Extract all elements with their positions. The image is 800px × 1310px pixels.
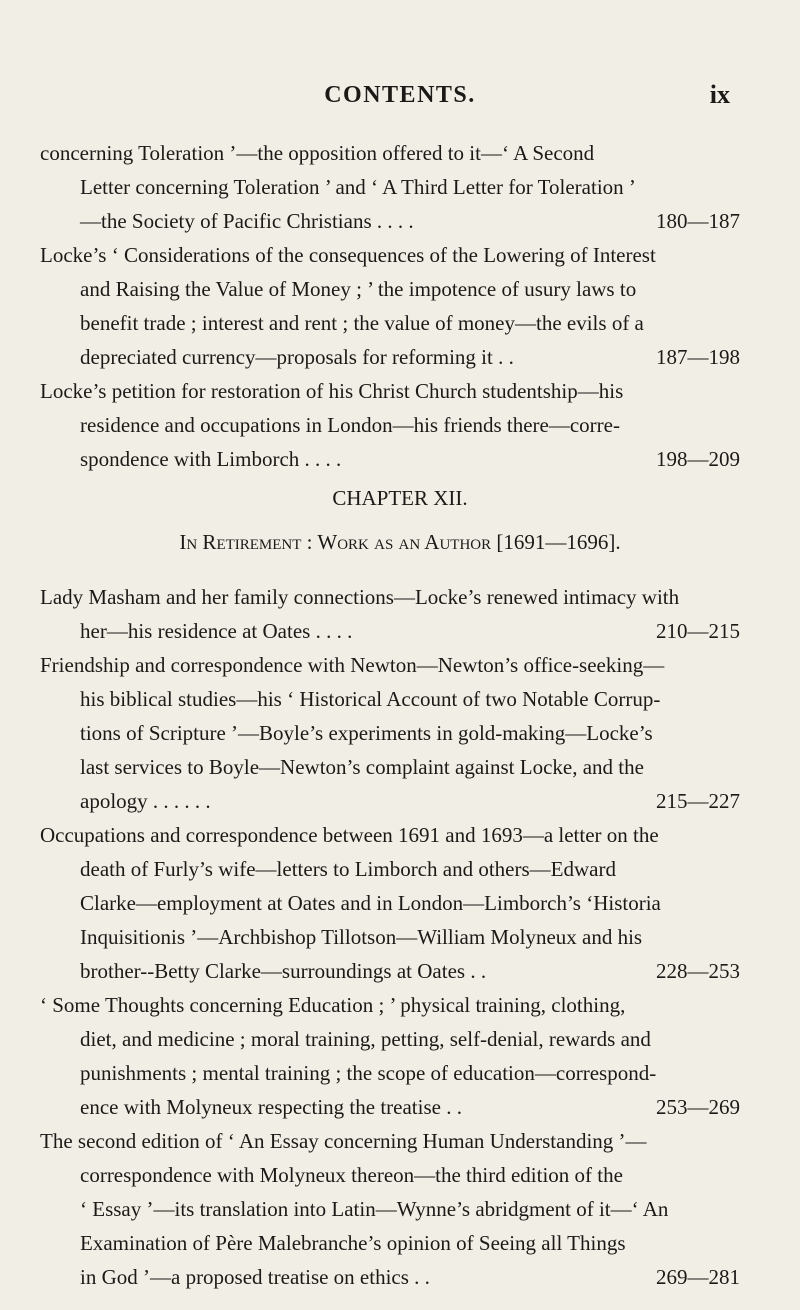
entry-line	[40, 170, 740, 204]
contents-entry	[40, 580, 740, 648]
entry-line	[40, 1022, 740, 1056]
entry-line	[40, 408, 740, 442]
entry-line	[40, 1192, 740, 1226]
entry-line	[40, 340, 740, 374]
entry-line	[40, 204, 740, 238]
entry-text: Occupations and correspondence between 1691 and 1693—a letter on the	[40, 823, 659, 847]
page-range: 253—269	[656, 1095, 740, 1119]
entry-text: brother--Betty Clarke—surroundings at Oates . .	[80, 959, 487, 983]
entry-line	[40, 1056, 740, 1090]
entry-line	[40, 716, 740, 750]
chapter-heading: CHAPTER XII.	[332, 486, 468, 510]
entry-text: benefit trade ; interest and rent ; the value of money—the evils of a	[80, 311, 644, 335]
entry-line	[40, 374, 740, 408]
entry-text: Lady Masham and her family connections—Locke’s renewed intimacy with	[40, 585, 680, 609]
entry-line	[40, 648, 740, 682]
contents-entry	[40, 238, 740, 374]
entry-text: Locke’s ‘ Considerations of the consequences of the Lowering of Interest	[40, 243, 656, 267]
entry-text: spondence with Limborch . . . .	[80, 447, 342, 471]
entry-text: —the Society of Pacific Christians . . . .	[80, 209, 414, 233]
entry-line	[40, 1090, 740, 1124]
contents-entry	[40, 818, 740, 988]
entry-text: concerning Toleration ’—the opposition offered to it—‘ A Second	[40, 141, 595, 165]
entry-text: depreciated currency—proposals for reforming it . .	[80, 345, 514, 369]
entry-text: ‘ Essay ’—its translation into Latin—Wynne’s abridgment of it—‘ An	[80, 1197, 669, 1221]
page-title: CONTENTS.	[324, 82, 476, 108]
contents-entry	[40, 374, 740, 476]
contents-entry	[40, 648, 740, 818]
entry-line	[40, 682, 740, 716]
entry-text: ence with Molyneux respecting the treatise . .	[80, 1095, 462, 1119]
entry-text: in God ’—a proposed treatise on ethics . .	[80, 1265, 430, 1289]
entry-text: and Raising the Value of Money ; ’ the impotence of usury laws to	[80, 277, 637, 301]
entry-line	[40, 306, 740, 340]
contents-entries-bottom	[40, 580, 740, 1294]
contents-entry	[40, 1124, 740, 1294]
entry-text: her—his residence at Oates . . . .	[80, 619, 353, 643]
entry-line	[40, 750, 740, 784]
entry-line	[40, 614, 740, 648]
entry-text: tions of Scripture ’—Boyle’s experiments in gold-making—Locke’s	[80, 721, 653, 745]
entry-text: correspondence with Molyneux thereon—the third edition of the	[80, 1163, 623, 1187]
entry-line	[40, 852, 740, 886]
entry-text: Inquisitionis ’—Archbishop Tillotson—William Molyneux and his	[80, 925, 643, 949]
page-number: ix	[709, 80, 730, 109]
entry-line	[40, 886, 740, 920]
page-range: 210—215	[656, 619, 740, 643]
entry-line	[40, 920, 740, 954]
page-range: 215—227	[656, 789, 740, 813]
entry-text: death of Furly’s wife—letters to Limborch and others—Edward	[80, 857, 616, 881]
contents-entry	[40, 988, 740, 1124]
entry-line	[40, 1226, 740, 1260]
entry-text: diet, and medicine ; moral training, petting, self-denial, rewards and	[80, 1027, 651, 1051]
entry-text: punishments ; mental training ; the scope of education—correspond-	[80, 1061, 657, 1085]
entry-text: The second edition of ‘ An Essay concerning Human Understanding ’—	[40, 1129, 647, 1153]
entry-text: Friendship and correspondence with Newton—Newton’s office-seeking—	[40, 653, 665, 677]
entry-line	[40, 1158, 740, 1192]
page-range: 269—281	[656, 1265, 740, 1289]
running-head	[0, 78, 800, 118]
entry-text: last services to Boyle—Newton’s complaint against Locke, and the	[80, 755, 644, 779]
entry-line	[40, 442, 740, 476]
contents-entry	[40, 136, 740, 238]
entry-line	[40, 136, 740, 170]
entry-line	[40, 580, 740, 614]
entry-line	[40, 818, 740, 852]
entry-line	[40, 784, 740, 818]
entry-line	[40, 1260, 740, 1294]
entry-line	[40, 954, 740, 988]
entry-text: Letter concerning Toleration ’ and ‘ A Third Letter for Toleration ’	[80, 175, 636, 199]
entry-text: apology . . . . . .	[80, 789, 211, 813]
page-range: 198—209	[656, 447, 740, 471]
page-range: 187—198	[656, 345, 740, 369]
entry-line	[40, 272, 740, 306]
entry-line	[40, 988, 740, 1022]
chapter-subtitle: In Retirement : Work as an Author [1691—1696].	[179, 530, 621, 554]
entry-text: his biblical studies—his ‘ Historical Account of two Notable Corrup-	[80, 687, 661, 711]
entry-text: ‘ Some Thoughts concerning Education ; ’ physical training, clothing,	[40, 993, 626, 1017]
entry-line	[40, 238, 740, 272]
page-range: 228—253	[656, 959, 740, 983]
entry-line	[40, 1124, 740, 1158]
entry-text: Clarke—employment at Oates and in London—Limborch’s ‘Historia	[80, 891, 661, 915]
entry-text: Examination of Père Malebranche’s opinion of Seeing all Things	[80, 1231, 626, 1255]
entry-text: Locke’s petition for restoration of his Christ Church studentship—his	[40, 379, 624, 403]
contents-entries-top	[40, 136, 740, 476]
page-range: 180—187	[656, 209, 740, 233]
entry-text: residence and occupations in London—his friends there—corre-	[80, 413, 620, 437]
